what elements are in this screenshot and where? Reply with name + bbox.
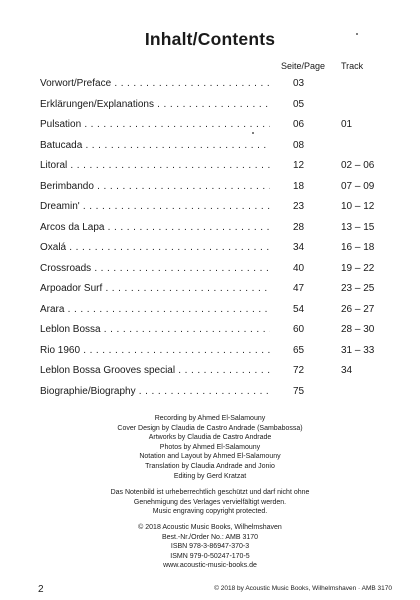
toc-row — [40, 361, 380, 382]
toc-entry-page: 47 — [293, 283, 305, 294]
toc-entry-label: Arcos da Lapa . . . — [40, 221, 270, 235]
page-column-header: Seite/Page — [281, 61, 326, 71]
toc-entry-label: Erklärungen/Explanations . . . — [40, 98, 270, 112]
publisher-line: Best.-Nr./Order No.: AMB 3170 — [161, 533, 259, 541]
toc-entry-track: 02 – 06 — [341, 160, 375, 171]
toc-row — [40, 197, 380, 218]
toc-entry-track: 31 – 33 — [341, 344, 375, 356]
toc-entry-page: 03 — [293, 78, 305, 89]
scan-speck — [252, 132, 254, 134]
credit-line: Cover Design by Claudia de Castro Andrade (Sambabossa) — [117, 424, 303, 432]
toc-entry-track: 28 – 30 — [341, 324, 375, 335]
toc-entry-label: Dreamin' . . . — [40, 200, 270, 214]
production-credits — [0, 414, 420, 481]
toc-entry-track: 19 – 22 — [341, 262, 375, 274]
toc-entry-page: 12 — [293, 160, 305, 171]
toc-entry-page: 18 — [293, 180, 305, 192]
toc-entry-page: 72 — [293, 365, 305, 376]
page-number: 2 — [38, 584, 44, 595]
publisher-line: www.acoustic-music-books.de — [163, 562, 257, 570]
toc-row — [40, 115, 380, 136]
toc-entry-page: 08 — [293, 139, 305, 151]
toc-row — [40, 136, 380, 157]
notice-line: Music engraving copyright protected. — [152, 508, 268, 516]
toc-row — [40, 341, 380, 362]
toc-entry-track: 23 – 25 — [341, 283, 375, 294]
publisher-line: ISMN 979-0-50247-170-5 — [170, 552, 250, 560]
toc-entry-label: Berimbando . . . — [40, 180, 270, 194]
notice-line: Das Notenbild ist urheberrechtlich geschützt und darf nicht ohne — [110, 489, 310, 496]
toc-row — [40, 320, 380, 341]
toc-entry-label: Rio 1960 . . . — [40, 344, 270, 358]
toc-row — [40, 156, 380, 177]
toc-entry-track: 01 — [341, 119, 353, 130]
toc-entry-track: 16 – 18 — [341, 242, 375, 253]
toc-entry-label: Arara . . . — [40, 303, 270, 317]
toc-entry-page: 65 — [293, 344, 305, 356]
toc-row — [40, 279, 380, 300]
toc-row — [40, 95, 380, 116]
toc-row — [40, 74, 380, 95]
toc-row — [40, 218, 380, 239]
credit-line: Artworks by Claudia de Castro Andrade — [148, 434, 272, 442]
toc-row — [40, 177, 380, 198]
page-title: Inhalt/Contents — [144, 29, 276, 49]
toc-entry-label: Arpoador Surf . . . — [40, 282, 270, 296]
toc-row — [40, 259, 380, 280]
toc-entry-label: Leblon Bossa . . . — [40, 323, 270, 337]
toc-entry-track: 26 – 27 — [341, 303, 375, 315]
notice-line: Genehmigung des Verlages vervielfältigt werden. — [133, 498, 287, 506]
toc-entry-track: 07 – 09 — [341, 180, 375, 192]
publisher-info — [0, 523, 420, 571]
toc-entry-track: 10 – 12 — [341, 201, 375, 212]
toc-entry-label: Biographie/Biography . . . — [40, 385, 270, 399]
scan-speck — [356, 33, 358, 35]
toc-row — [40, 382, 380, 403]
toc-entry-page: 05 — [293, 98, 305, 110]
toc-entry-track: 34 — [341, 365, 353, 376]
toc-entry-label: Leblon Bossa Grooves special . . . — [40, 364, 270, 378]
toc-entry-label: Batucada . . . — [40, 139, 270, 153]
toc-entry-label: Oxalá . . . — [40, 241, 270, 255]
credit-line: Translation by Claudia Andrade and Jonio — [145, 462, 275, 470]
toc-entry-label: Vorwort/Preface . . . — [40, 77, 270, 91]
toc-entry-label: Pulsation . . . — [40, 118, 270, 132]
toc-entry-label: Litoral . . . — [40, 159, 270, 173]
toc-entry-page: 54 — [293, 303, 305, 315]
toc-entry-page: 60 — [293, 324, 305, 335]
credit-line: Photos by Ahmed El-Salamouny — [159, 443, 261, 451]
publisher-line: ISBN 978-3-86947-370-3 — [170, 543, 250, 551]
toc-entry-page: 23 — [293, 201, 305, 212]
toc-entry-page: 28 — [293, 221, 305, 233]
footer-imprint: © 2018 by Acoustic Music Books, Wilhelmshaven · AMB 3170 — [214, 585, 392, 592]
table-of-contents — [40, 74, 380, 402]
track-column-header: Track — [341, 61, 364, 71]
credit-line: Recording by Ahmed El-Salamouny — [154, 415, 266, 422]
toc-row — [40, 238, 380, 259]
toc-entry-page: 06 — [293, 119, 305, 130]
toc-entry-page: 40 — [293, 262, 305, 274]
toc-entry-label: Crossroads . . . — [40, 262, 270, 276]
credit-line: Editing by Gerd Kratzat — [173, 472, 247, 480]
toc-entry-track: 13 – 15 — [341, 221, 375, 233]
copyright-notice — [0, 488, 420, 517]
toc-entry-page: 75 — [293, 385, 305, 397]
credit-line: Notation and Layout by Ahmed El-Salamouny — [139, 453, 281, 461]
toc-row — [40, 300, 380, 321]
publisher-line: © 2018 Acoustic Music Books, Wilhelmshaven — [138, 524, 282, 531]
toc-entry-page: 34 — [293, 242, 305, 253]
